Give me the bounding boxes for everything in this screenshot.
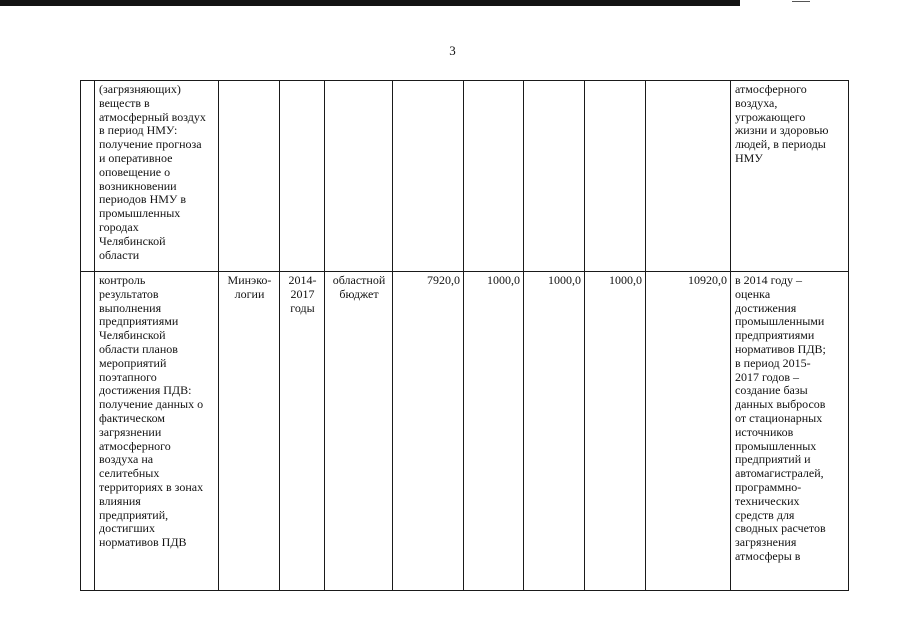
- description-cell: [95, 81, 219, 272]
- text-line: источников: [735, 424, 794, 439]
- text-line: средств для: [735, 507, 795, 522]
- text-line: нормативов ПДВ: [99, 535, 187, 550]
- text-line: городах: [99, 219, 139, 234]
- text-line: технических: [735, 493, 800, 508]
- table-row: [81, 81, 849, 272]
- text-line: угрожающего: [735, 109, 806, 124]
- text-line: выполнения: [99, 300, 162, 315]
- text-line: данных выбросов: [735, 397, 826, 412]
- text-line: предприятиями: [99, 314, 179, 329]
- text-line: автомагистралей,: [735, 466, 824, 481]
- executor-cell: [219, 81, 280, 272]
- year-2016-cell: [524, 81, 585, 272]
- text-line: программно-: [735, 479, 802, 494]
- text-line: поэтапного: [99, 369, 157, 384]
- text-line: области планов: [99, 341, 178, 356]
- text-line: территориях в зонах: [99, 479, 204, 494]
- description-cell: [95, 272, 219, 591]
- text-line: достигших: [99, 521, 155, 536]
- text-line: логии: [234, 286, 265, 301]
- number-cell: [81, 272, 95, 591]
- text-line: промышленными: [735, 314, 825, 329]
- text-line: атмосферного: [735, 82, 807, 96]
- text-line: загрязнении: [99, 424, 162, 439]
- text-line: достижения ПДВ:: [99, 383, 192, 398]
- text-line: создание базы: [735, 383, 808, 398]
- year-2015-cell: [464, 81, 524, 272]
- text-line: оценка: [735, 286, 771, 301]
- year-2016-cell: 1000,0: [524, 272, 585, 591]
- text-line: Челябинской: [99, 233, 166, 248]
- text-line: 2017 годов –: [735, 369, 800, 384]
- text-line: мероприятий: [99, 355, 167, 370]
- text-line: 2014-: [288, 273, 317, 287]
- text-line: (загрязняющих): [99, 82, 181, 96]
- text-line: годы: [290, 300, 315, 315]
- text-line: НМУ: [735, 150, 763, 165]
- text-line: атмосферный воздух: [99, 109, 206, 124]
- sum-cell: 10920,0: [646, 272, 731, 591]
- source-cell: [325, 272, 393, 591]
- text-line: периодов НМУ в: [99, 192, 187, 207]
- executor-cell: [219, 272, 280, 591]
- program-table: [80, 80, 849, 591]
- text-line: области: [99, 247, 140, 262]
- text-line: предприятий,: [99, 507, 169, 522]
- text-line: атмосферного: [99, 438, 171, 453]
- text-line: достижения: [735, 300, 797, 315]
- scan-edge-band: [0, 0, 740, 6]
- number-cell: [81, 81, 95, 272]
- sum-cell: [646, 81, 731, 272]
- text-line: людей, в периоды: [735, 137, 826, 152]
- text-line: предприятий и: [735, 452, 811, 467]
- text-line: в период 2015-: [735, 355, 811, 370]
- text-line: 2017: [290, 286, 315, 301]
- table-row: [81, 272, 849, 591]
- period-cell: [280, 272, 325, 591]
- text-line: веществ в: [99, 95, 150, 110]
- total-cell: 7920,0: [393, 272, 464, 591]
- source-cell: [325, 81, 393, 272]
- scan-edge-mark: [792, 1, 810, 2]
- text-line: в 2014 году –: [735, 273, 803, 287]
- text-line: оповещение о: [99, 164, 171, 179]
- text-line: областной: [332, 273, 386, 287]
- text-line: селитебных: [99, 466, 160, 481]
- period-cell: [280, 81, 325, 272]
- text-line: загрязнения: [735, 535, 797, 550]
- text-line: атмосферы в: [735, 548, 801, 563]
- text-line: в период НМУ:: [99, 123, 178, 138]
- text-line: сводных расчетов: [735, 521, 826, 536]
- year-2017-cell: 1000,0: [585, 272, 646, 591]
- text-line: жизни и здоровью: [735, 123, 829, 138]
- result-cell: [731, 272, 849, 591]
- text-line: промышленных: [735, 438, 817, 453]
- text-line: от стационарных: [735, 410, 823, 425]
- text-line: воздуха на: [99, 452, 154, 467]
- page-number: 3: [449, 43, 456, 58]
- text-line: воздуха,: [735, 95, 778, 110]
- total-cell: [393, 81, 464, 272]
- text-line: нормативов ПДВ;: [735, 341, 826, 356]
- text-line: промышленных: [99, 206, 181, 221]
- text-line: возникновении: [99, 178, 177, 193]
- text-line: Челябинской: [99, 328, 166, 343]
- text-line: Минэко-: [227, 273, 272, 287]
- text-line: бюджет: [339, 286, 379, 301]
- text-line: и оперативное: [99, 150, 173, 165]
- text-line: фактическом: [99, 410, 166, 425]
- text-line: предприятиями: [735, 328, 815, 343]
- text-line: получение прогноза: [99, 137, 202, 152]
- year-2017-cell: [585, 81, 646, 272]
- text-line: результатов: [99, 286, 159, 301]
- year-2015-cell: 1000,0: [464, 272, 524, 591]
- text-line: контроль: [99, 273, 146, 287]
- result-cell: [731, 81, 849, 272]
- text-line: влияния: [99, 493, 141, 508]
- text-line: получение данных о: [99, 397, 204, 412]
